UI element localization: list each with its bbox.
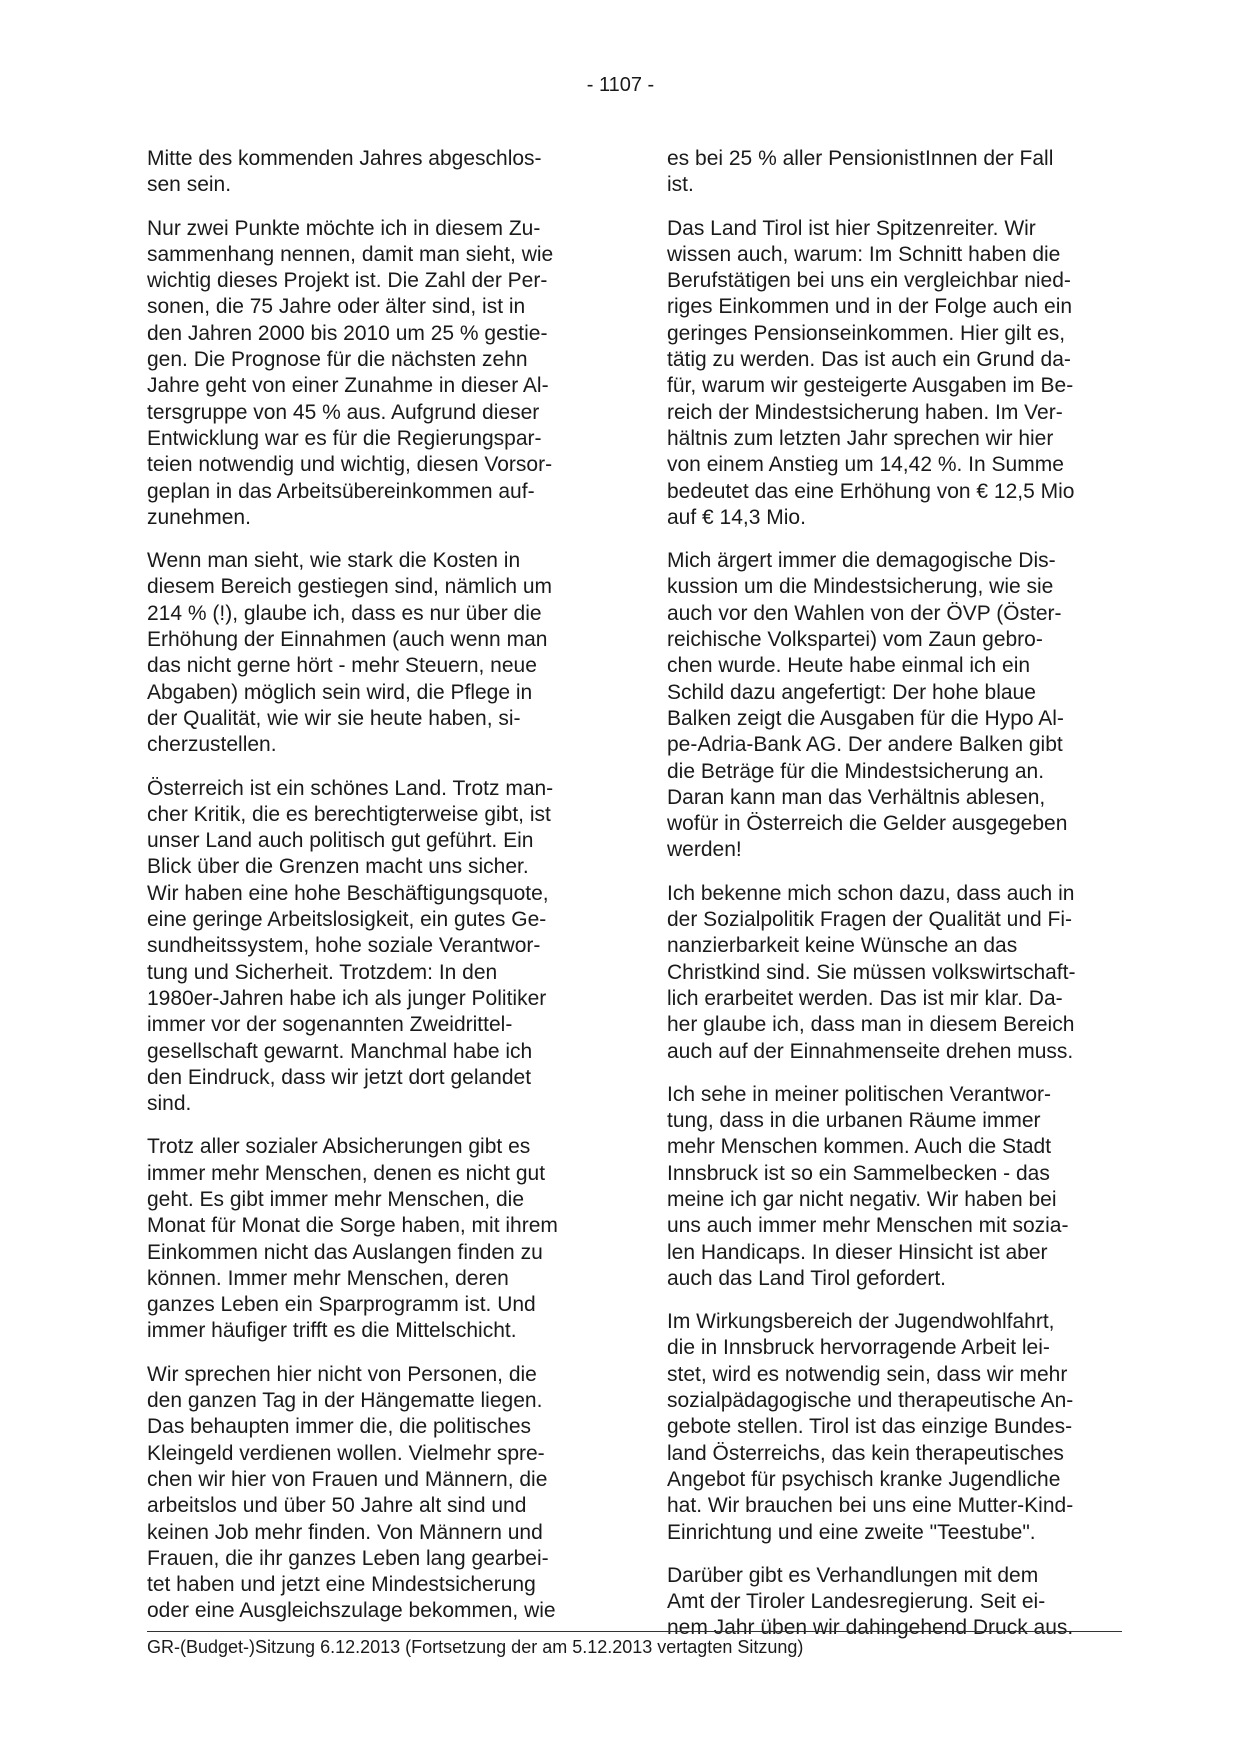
- text-line: Einrichtung und eine zweite "Teestube".: [667, 1520, 1036, 1544]
- text-line: auch vor den Wahlen von der ÖVP (Öster-: [667, 601, 1062, 625]
- page-number: - 1107 -: [586, 74, 655, 96]
- text-line: Mich ärgert immer die demagogische Dis-: [667, 549, 1056, 573]
- text-line: das nicht gerne hört - mehr Steuern, neue: [147, 654, 537, 678]
- text-line: Daran kann man das Verhältnis ablesen,: [667, 785, 1046, 809]
- paragraph: [667, 1082, 1122, 1292]
- text-line: die Beträge für die Mindestsicherung an.: [667, 759, 1045, 783]
- paragraph: [147, 216, 609, 532]
- text-line: meine ich gar nicht negativ. Wir haben bei: [667, 1187, 1057, 1211]
- paragraph: [667, 1309, 1122, 1546]
- right-column: [667, 146, 1122, 1659]
- text-line: Österreich ist ein schönes Land. Trotz man-: [147, 776, 554, 800]
- text-line: Christkind sind. Sie müssen volkswirtschaft-: [667, 960, 1076, 984]
- text-line: Wir haben eine hohe Beschäftigungsquote,: [147, 881, 549, 905]
- text-line: können. Immer mehr Menschen, deren: [147, 1266, 509, 1290]
- text-line: es bei 25 % aller PensionistInnen der Fall: [667, 147, 1054, 170]
- text-line: wichtig dieses Projekt ist. Die Zahl der Per-: [147, 269, 548, 293]
- text-line: Das behaupten immer die, die politisches: [147, 1415, 532, 1439]
- text-line: Nur zwei Punkte möchte ich in diesem Zu-: [147, 216, 541, 240]
- text-line: gesellschaft gewarnt. Manchmal habe ich: [147, 1039, 533, 1063]
- text-line: Angebot für psychisch kranke Jugendliche: [667, 1467, 1061, 1491]
- text-line: her glaube ich, dass man in diesem Bereich: [667, 1013, 1075, 1037]
- text-line: keinen Job mehr finden. Von Männern und: [147, 1520, 543, 1544]
- text-line: bedeutet das eine Erhöhung von € 12,5 Mio: [667, 479, 1075, 503]
- text-line: tet haben und jetzt eine Mindestsicherung: [147, 1573, 536, 1597]
- text-line: tätig zu werden. Das ist auch ein Grund da-: [667, 348, 1071, 372]
- text-line: der Qualität, wie wir sie heute haben, si-: [147, 706, 521, 730]
- text-line: nem Jahr üben wir dahingehend Druck aus.: [667, 1616, 1074, 1640]
- text-line: arbeitslos und über 50 Jahre alt sind und: [147, 1494, 527, 1518]
- text-line: Entwicklung war es für die Regierungspar-: [147, 426, 542, 450]
- text-line: Amt der Tiroler Landesregierung. Seit ei-: [667, 1590, 1046, 1614]
- text-line: hältnis zum letzten Jahr sprechen wir hier: [667, 426, 1054, 450]
- text-line: Jahre geht von einer Zunahme in dieser Al-: [147, 374, 549, 398]
- text-line: den Jahren 2000 bis 2010 um 25 % gestie-: [147, 321, 548, 345]
- text-line: der Sozialpolitik Fragen der Qualität und Fi-: [667, 908, 1073, 932]
- text-line: die in Innsbruck hervorragende Arbeit lei-: [667, 1336, 1050, 1360]
- text-line: geht. Es gibt immer mehr Menschen, die: [147, 1187, 524, 1211]
- paragraph: [667, 216, 1122, 532]
- text-line: wissen auch, warum: Im Schnitt haben die: [667, 242, 1061, 266]
- text-line: tung und Sicherheit. Trotzdem: In den: [147, 960, 498, 984]
- text-line: auch das Land Tirol gefordert.: [667, 1266, 947, 1290]
- text-line: ist.: [667, 173, 694, 197]
- text-line: Monat für Monat die Sorge haben, mit ihrem: [147, 1214, 558, 1238]
- text-line: diesem Bereich gestiegen sind, nämlich um: [147, 575, 553, 599]
- text-line: geringes Pensionseinkommen. Hier gilt es,: [667, 321, 1066, 345]
- text-line: land Österreichs, das kein therapeutisches: [667, 1441, 1064, 1465]
- text-line: Wenn man sieht, wie stark die Kosten in: [147, 549, 521, 573]
- text-line: ganzes Leben ein Sparprogramm ist. Und: [147, 1293, 536, 1317]
- text-line: den ganzen Tag in der Hängematte liegen.: [147, 1389, 543, 1413]
- text-line: Ich bekenne mich schon dazu, dass auch in: [667, 881, 1075, 905]
- text-line: chen wurde. Heute habe einmal ich ein: [667, 654, 1031, 678]
- text-line: sozialpädagogische und therapeutische An-: [667, 1389, 1074, 1413]
- text-line: Kleingeld verdienen wollen. Vielmehr spre-: [147, 1441, 545, 1465]
- text-line: 1980er-Jahren habe ich als junger Politiker: [147, 986, 547, 1010]
- paragraph: [147, 776, 609, 1118]
- text-line: Mitte des kommenden Jahres abgeschlos-: [147, 147, 542, 170]
- paragraph: [667, 1563, 1122, 1642]
- text-line: 214 % (!), glaube ich, dass es nur über die: [147, 601, 542, 625]
- text-line: immer vor der sogenannten Zweidrittel-: [147, 1013, 513, 1037]
- paragraph: [667, 146, 1122, 199]
- text-line: riges Einkommen und in der Folge auch ein: [667, 295, 1073, 319]
- text-line: pe-Adria-Bank AG. Der andere Balken gibt: [667, 733, 1063, 757]
- text-line: nanzierbarkeit keine Wünsche an das: [667, 934, 1018, 958]
- text-line: Ich sehe in meiner politischen Verantwor-: [667, 1082, 1052, 1106]
- paragraph: [667, 881, 1122, 1065]
- text-line: werden!: [667, 838, 742, 862]
- text-line: kussion um die Mindestsicherung, wie sie: [667, 575, 1054, 599]
- text-line: chen wir hier von Frauen und Männern, die: [147, 1467, 548, 1491]
- text-line: sen sein.: [147, 173, 232, 197]
- text-line: Erhöhung der Einnahmen (auch wenn man: [147, 628, 548, 652]
- text-line: reichische Volkspartei) vom Zaun gebro-: [667, 628, 1043, 652]
- paragraph: [147, 1134, 609, 1344]
- paragraph: [147, 548, 609, 758]
- text-line: gebote stellen. Tirol ist das einzige Bundes-: [667, 1415, 1073, 1439]
- text-line: cherzustellen.: [147, 733, 277, 757]
- text-line: sammenhang nennen, damit man sieht, wie: [147, 242, 554, 266]
- text-line: cher Kritik, die es berechtigterweise gibt, ist: [147, 802, 551, 826]
- text-line: unser Land auch politisch gut geführt. Ein: [147, 829, 534, 853]
- text-line: teien notwendig und wichtig, diesen Vorsor-: [147, 453, 553, 477]
- text-line: für, warum wir gesteigerte Ausgaben im Be-: [667, 374, 1074, 398]
- text-line: Abgaben) möglich sein wird, die Pflege in: [147, 680, 533, 704]
- paragraph: [147, 146, 609, 199]
- text-line: Einkommen nicht das Auslangen finden zu: [147, 1240, 543, 1264]
- text-line: geplan in das Arbeitsübereinkommen auf-: [147, 479, 535, 503]
- text-line: sind.: [147, 1092, 192, 1116]
- text-line: oder eine Ausgleichszulage bekommen, wie: [147, 1599, 556, 1623]
- text-line: stet, wird es notwendig sein, dass wir mehr: [667, 1362, 1068, 1386]
- text-line: Frauen, die ihr ganzes Leben lang gearbei-: [147, 1546, 549, 1570]
- text-line: reich der Mindestsicherung haben. Im Ver-: [667, 400, 1063, 424]
- text-line: den Eindruck, dass wir jetzt dort gelandet: [147, 1065, 532, 1089]
- text-line: immer mehr Menschen, denen es nicht gut: [147, 1161, 546, 1185]
- text-line: gen. Die Prognose für die nächsten zehn: [147, 348, 528, 372]
- text-line: len Handicaps. In dieser Hinsicht ist aber: [667, 1240, 1048, 1264]
- footer-divider: [147, 1631, 1122, 1632]
- text-line: zunehmen.: [147, 505, 251, 529]
- text-line: Das Land Tirol ist hier Spitzenreiter. Wir: [667, 216, 1036, 240]
- text-line: immer häufiger trifft es die Mittelschicht.: [147, 1319, 517, 1343]
- text-line: tung, dass in die urbanen Räume immer: [667, 1109, 1041, 1133]
- text-line: Im Wirkungsbereich der Jugendwohlfahrt,: [667, 1310, 1055, 1334]
- text-line: tersgruppe von 45 % aus. Aufgrund dieser: [147, 400, 540, 424]
- text-line: wofür in Österreich die Gelder ausgegeben: [667, 812, 1068, 836]
- text-line: eine geringe Arbeitslosigkeit, ein gutes Ge-: [147, 908, 547, 932]
- text-line: Blick über die Grenzen macht uns sicher.: [147, 855, 529, 879]
- text-line: Innsbruck ist so ein Sammelbecken - das: [667, 1161, 1050, 1185]
- text-line: lich erarbeitet werden. Das ist mir klar. Da-: [667, 986, 1063, 1010]
- text-line: uns auch immer mehr Menschen mit sozia-: [667, 1214, 1069, 1238]
- text-line: Darüber gibt es Verhandlungen mit dem: [667, 1563, 1039, 1587]
- text-line: sundheitssystem, hohe soziale Verantwor-: [147, 934, 541, 958]
- text-line: Trotz aller sozialer Absicherungen gibt es: [147, 1135, 531, 1159]
- text-line: von einem Anstieg um 14,42 %. In Summe: [667, 453, 1064, 477]
- paragraph: [147, 1362, 609, 1625]
- text-line: Balken zeigt die Ausgaben für die Hypo Al-: [667, 706, 1064, 730]
- left-column: [147, 146, 609, 1642]
- paragraph: [667, 548, 1122, 864]
- text-line: mehr Menschen kommen. Auch die Stadt: [667, 1135, 1052, 1159]
- text-line: hat. Wir brauchen bei uns eine Mutter-Kind-: [667, 1494, 1074, 1518]
- text-line: Wir sprechen hier nicht von Personen, die: [147, 1362, 537, 1386]
- text-line: Schild dazu angefertigt: Der hohe blaue: [667, 680, 1036, 704]
- text-line: auf € 14,3 Mio.: [667, 505, 806, 529]
- footer-session-info: GR-(Budget-)Sitzung 6.12.2013 (Fortsetzung der am 5.12.2013 vertagten Sitzung): [147, 1637, 804, 1657]
- text-line: auch auf der Einnahmenseite drehen muss.: [667, 1039, 1074, 1063]
- text-line: sonen, die 75 Jahre oder älter sind, ist in: [147, 295, 526, 319]
- text-line: Berufstätigen bei uns ein vergleichbar nied-: [667, 269, 1071, 293]
